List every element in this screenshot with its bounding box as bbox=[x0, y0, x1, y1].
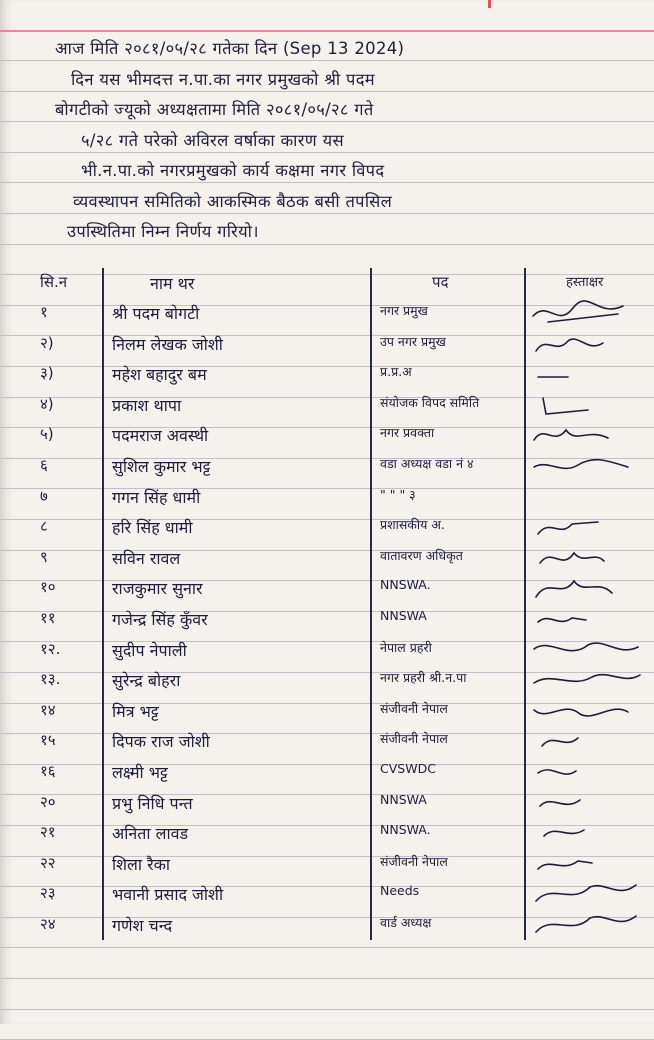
table-row bbox=[0, 512, 654, 544]
row-name: दिपक राज जोशी bbox=[112, 732, 210, 752]
table-row bbox=[0, 359, 654, 391]
row-signature bbox=[528, 482, 648, 512]
row-signature bbox=[528, 818, 648, 848]
row-name: महेश बहादुर बम bbox=[112, 365, 207, 385]
row-name: प्रभु निधि पन्त bbox=[112, 793, 193, 813]
row-post: नगर प्रहरी श्री.न.पा bbox=[380, 670, 467, 686]
row-sn: १३. bbox=[40, 670, 61, 689]
row-post: उप नगर प्रमुख bbox=[380, 333, 446, 349]
row-sn: १५ bbox=[40, 731, 56, 750]
table-row bbox=[0, 910, 654, 942]
table-row bbox=[0, 635, 654, 667]
table-row bbox=[0, 879, 654, 911]
row-sn: १६ bbox=[40, 762, 56, 780]
row-post: नगर प्रमुख bbox=[380, 303, 428, 318]
row-signature bbox=[528, 849, 648, 879]
row-name: सुदीप नेपाली bbox=[112, 640, 187, 660]
row-name: गगन सिंह धामी bbox=[112, 487, 201, 507]
row-signature bbox=[528, 604, 648, 634]
row-name: भवानी प्रसाद जोशी bbox=[112, 885, 224, 905]
table-row bbox=[0, 329, 654, 361]
row-name: लक्ष्मी भट्ट bbox=[112, 763, 168, 782]
row-signature bbox=[528, 451, 648, 481]
table-row bbox=[0, 788, 654, 820]
intro-line-3: बोगटीको ज्यूको अध्यक्षतामा मिति २०८१/०५/२८ गते bbox=[55, 100, 374, 119]
row-sn: ८ bbox=[40, 517, 48, 536]
row-signature bbox=[528, 635, 648, 665]
row-signature bbox=[528, 665, 648, 695]
row-signature bbox=[528, 420, 648, 450]
row-signature bbox=[528, 696, 648, 726]
row-sn: २१ bbox=[40, 823, 56, 842]
row-signature bbox=[528, 879, 648, 909]
row-post: CVSWDC bbox=[380, 761, 436, 776]
intro-line-6: व्यवस्थापन समितिको आकस्मिक बैठक बसी तपसिल bbox=[73, 191, 393, 211]
row-post: वार्ड अध्यक्ष bbox=[380, 915, 432, 930]
row-name: निलम लेखक जोशी bbox=[112, 334, 223, 354]
intro-line-5: भी.न.पा.को नगरप्रमुखको कार्य कक्षमा नगर विपद bbox=[81, 161, 385, 180]
table-row bbox=[0, 726, 654, 758]
table-row bbox=[0, 420, 654, 452]
table-row bbox=[0, 390, 654, 422]
intro-line-7: उपस्थितिमा निम्न निर्णय गरियो। bbox=[67, 222, 259, 241]
row-signature bbox=[528, 390, 648, 420]
row-sn: ७ bbox=[40, 486, 48, 505]
row-post: नेपाल प्रहरी bbox=[380, 639, 432, 655]
row-post: प्रशासकीय अ. bbox=[380, 517, 445, 533]
row-name: सुशिल कुमार भट्ट bbox=[112, 457, 211, 476]
row-sn: २४ bbox=[40, 915, 56, 933]
row-sn: १४ bbox=[40, 700, 56, 719]
row-post: NNSWA bbox=[380, 791, 427, 807]
table-row bbox=[0, 451, 654, 483]
header-sn: सि.न bbox=[40, 273, 68, 291]
red-pen-mark bbox=[488, 0, 491, 8]
meeting-intro bbox=[55, 34, 645, 248]
row-signature bbox=[528, 910, 648, 940]
row-post: संजीवनी नेपाल bbox=[380, 731, 448, 747]
table-row bbox=[0, 665, 654, 697]
table-row bbox=[0, 818, 654, 850]
row-post: वडा अध्यक्ष वडा नं ४ bbox=[380, 456, 474, 471]
table-row bbox=[0, 696, 654, 728]
row-sn: २२ bbox=[40, 853, 56, 872]
intro-line-1: आज मिति २०८१/०५/२८ गतेका दिन (Sep 13 2024) bbox=[55, 39, 405, 58]
row-name: पदमराज अवस्थी bbox=[112, 426, 209, 446]
row-name: राजकुमार सुनार bbox=[112, 579, 203, 599]
row-signature bbox=[528, 359, 648, 389]
row-signature bbox=[528, 543, 648, 573]
row-sn: ११ bbox=[40, 609, 56, 627]
row-sn: ३) bbox=[40, 364, 54, 383]
row-signature bbox=[528, 757, 648, 787]
row-name: प्रकाश थापा bbox=[112, 395, 182, 415]
row-sn: १ bbox=[40, 303, 48, 321]
table-row bbox=[0, 849, 654, 881]
table-row bbox=[0, 482, 654, 514]
row-post: NNSWA. bbox=[380, 577, 431, 593]
table-row bbox=[0, 757, 654, 789]
row-name: गणेश चन्द bbox=[112, 916, 173, 935]
row-sn: ५) bbox=[40, 425, 54, 444]
row-sn: २० bbox=[40, 792, 56, 811]
row-post: " " " ३ bbox=[380, 486, 416, 502]
row-signature bbox=[528, 512, 648, 542]
row-sn: २३ bbox=[40, 884, 56, 903]
row-name: हरि सिंह धामी bbox=[112, 518, 193, 538]
row-signature bbox=[528, 298, 648, 328]
ruled-line bbox=[0, 978, 654, 979]
table-header bbox=[0, 268, 654, 300]
row-post: NNSWA. bbox=[380, 822, 431, 838]
row-post: संयोजक विपद समिति bbox=[380, 394, 480, 410]
row-sn: २) bbox=[40, 333, 54, 352]
row-signature bbox=[528, 573, 648, 603]
row-sn: ९ bbox=[40, 547, 48, 566]
row-post: संजीवनी नेपाल bbox=[380, 853, 448, 869]
table-row bbox=[0, 604, 654, 636]
intro-line-2: दिन यस भीमदत्त न.पा.का नगर प्रमुखको श्री पदम bbox=[71, 69, 375, 89]
table-row bbox=[0, 298, 654, 330]
row-sn: १० bbox=[40, 578, 56, 597]
table-row bbox=[0, 543, 654, 575]
row-post: प्र.प्र.अ bbox=[380, 364, 412, 380]
table-row bbox=[0, 573, 654, 605]
header-sign: हस्ताक्षर bbox=[566, 275, 604, 290]
row-post: Needs bbox=[380, 883, 420, 899]
row-name: शिला रैका bbox=[112, 854, 171, 874]
row-name: गजेन्द्र सिंह कुँवर bbox=[112, 610, 208, 629]
row-post: वातावरण अधिकृत bbox=[380, 547, 463, 563]
row-post: संजीवनी नेपाल bbox=[380, 700, 448, 716]
row-name: सुरेन्द्र बोहरा bbox=[112, 671, 181, 691]
row-sn: ४) bbox=[40, 394, 54, 413]
header-post: पद bbox=[432, 273, 449, 291]
row-signature bbox=[528, 726, 648, 756]
row-name: मित्र भट्ट bbox=[112, 701, 159, 721]
row-sn: १२. bbox=[40, 639, 61, 658]
ruled-line bbox=[0, 1009, 654, 1010]
row-signature bbox=[528, 329, 648, 359]
row-name: श्री पदम बोगटी bbox=[112, 304, 200, 323]
header-name: नाम थर bbox=[150, 274, 195, 293]
row-name: अनिता लावड bbox=[112, 824, 189, 844]
row-post: नगर प्रवक्ता bbox=[380, 425, 435, 441]
row-post: NNSWA bbox=[380, 608, 427, 623]
margin-line bbox=[0, 30, 654, 32]
row-signature bbox=[528, 788, 648, 818]
row-name: सविन रावल bbox=[112, 548, 181, 568]
ruled-line bbox=[0, 947, 654, 948]
intro-line-4: ५/२८ गते परेको अविरल वर्षाका कारण यस bbox=[81, 130, 344, 150]
row-sn: ६ bbox=[40, 456, 48, 474]
